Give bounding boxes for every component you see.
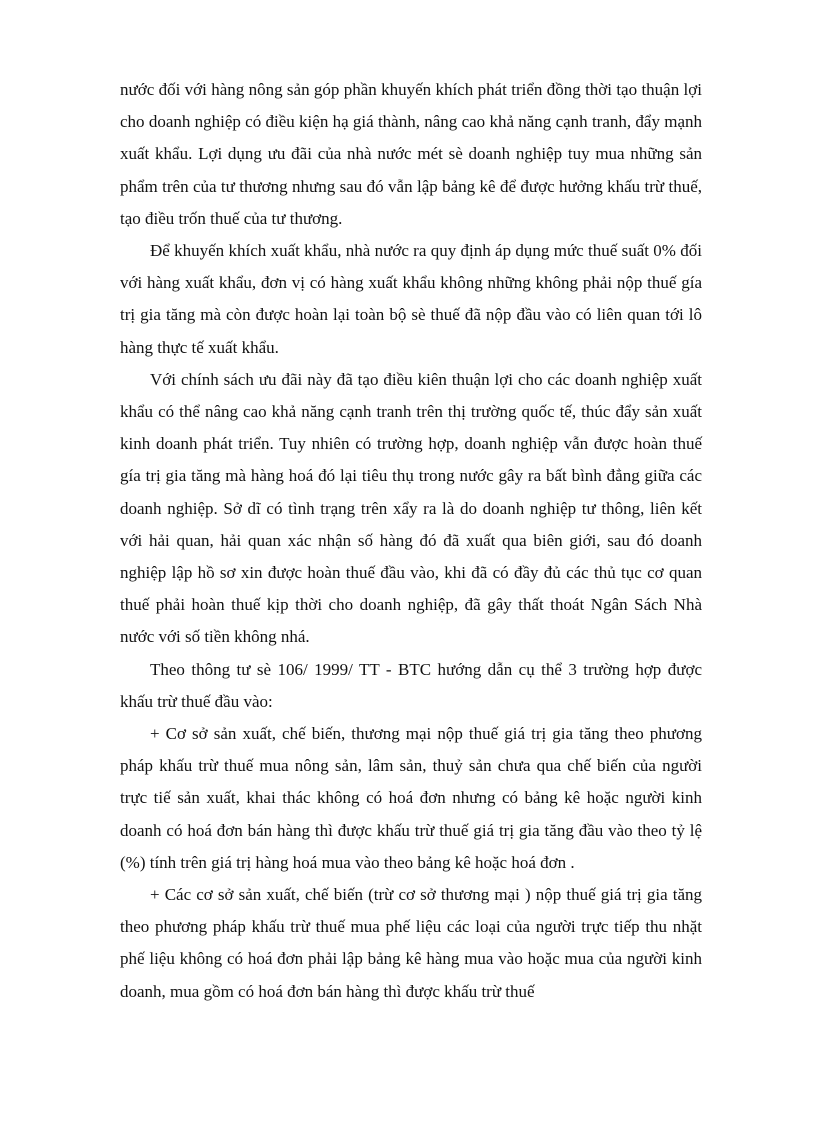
paragraph-2: Để khuyến khích xuất khẩu, nhà nước ra quy định áp dụng mức thuế suất 0% đối với hàng xuất khẩu, đơn vị có hàng xuất khẩu không những không phải nộp thuế gía trị gia tăng mà còn được hoàn lại toàn bộ sè thuế đã nộp đầu vào có liên quan tới lô hàng thực tế xuất khẩu.: [120, 241, 702, 357]
paragraph-3: Với chính sách ưu đãi này đã tạo điều kiên thuận lợi cho các doanh nghiệp xuất khẩu có thể nâng cao khả năng cạnh tranh trên thị trường quốc tế, thúc đẩy sản xuất kinh doanh phát triển. Tuy nhiên có trường hợp, doanh nghiệp vẫn được hoàn thuế gía trị gia tăng mà hàng hoá đó lại tiêu thụ trong nước gây ra bất bình đẳng giữa các doanh nghiệp. Sở dĩ có tình trạng trên xẩy ra là do doanh nghiệp tư thông, liên kết với hải quan, hải quan xác nhận số hàng đó đã xuất qua biên giới, sau đó doanh nghiệp lập hồ sơ xin được hoàn thuế đầu vào, khi đã có đầy đủ các thủ tục cơ quan thuế phải hoàn thuế kịp thời cho doanh nghiệp, đã gây thất thoát Ngân Sách Nhà nước với số tiền không nhá.: [120, 369, 702, 647]
paragraph-5: + Cơ sở sản xuất, chế biến, thương mại nộp thuế giá trị gia tăng theo phương pháp khấu trừ thuế mua nông sản, lâm sản, thuỷ sản chưa qua chế biến của người trực tiế sản xuất, khai thác không có hoá đơn nhưng có bảng kê hoặc người kinh doanh có hoá đơn bán hàng thì được khấu trừ thuế giá trị gia tăng đầu vào theo tỷ lệ (%) tính trên giá trị hàng hoá mua vào theo bảng kê hoặc hoá đơn .: [120, 724, 702, 872]
paragraph-1: nước đối với hàng nông sản góp phần khuyến khích phát triển đồng thời tạo thuận lợi cho doanh nghiệp có điều kiện hạ giá thành, nâng cao khả năng cạnh tranh, đẩy mạnh xuất khẩu. Lợi dụng ưu đãi của nhà nước mét sè doanh nghiệp tuy mua những sản phẩm trên của tư thương nhưng sau đó vẫn lập bảng kê để được hưởng khấu trừ thuế, tạo điều trốn thuế của tư thương.: [120, 80, 702, 228]
paragraph-4: Theo thông tư sè 106/ 1999/ TT - BTC hướng dẫn cụ thể 3 trường hợp được khấu trừ thuế đầu vào:: [120, 659, 702, 711]
paragraph-6: + Các cơ sở sản xuất, chế biến (trừ cơ sở thương mại ) nộp thuế giá trị gia tăng theo phương pháp khấu trừ thuế mua phế liệu các loại của người trực tiếp thu nhặt phế liệu không có hoá đơn phải lập bảng kê hàng mua vào hoặc mua của người kinh doanh, mua gồm có hoá đơn bán hàng thì được khấu trừ thuế: [120, 885, 702, 1001]
body-text: [120, 74, 702, 1008]
